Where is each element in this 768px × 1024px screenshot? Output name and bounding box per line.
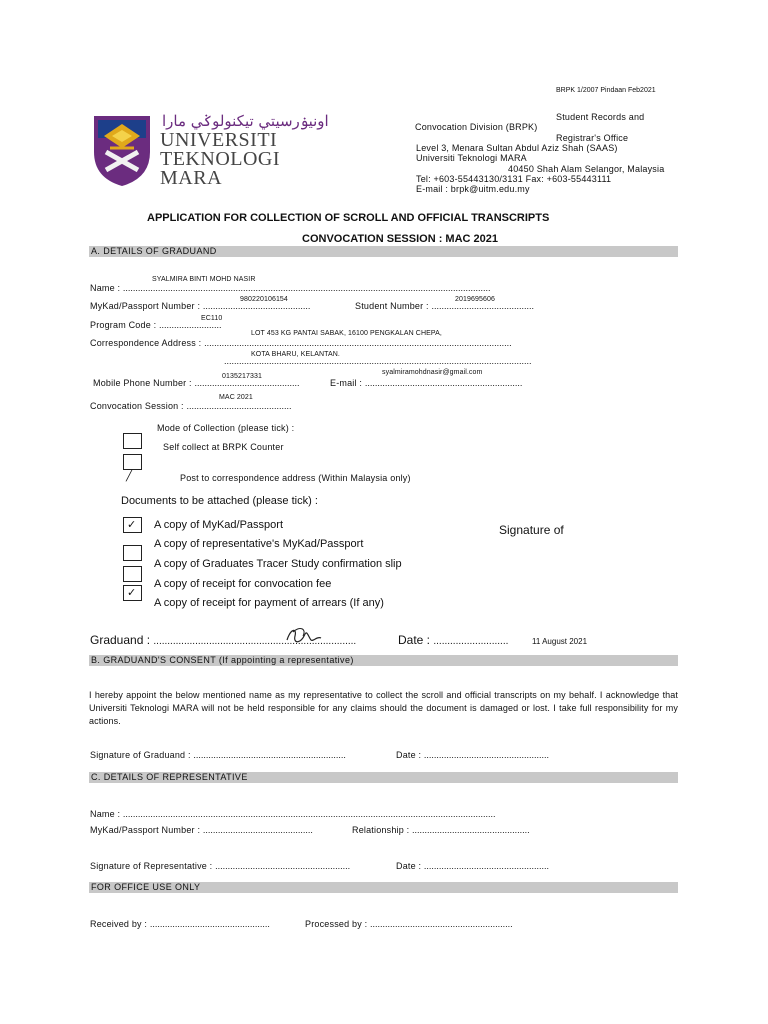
- mykad-label: MyKad/Passport Number :: [90, 301, 201, 311]
- mode-option-post: Post to correspondence address (Within Malaysia only): [180, 473, 411, 483]
- graduand-date-field: Date : ...........................: [398, 633, 509, 647]
- name-value[interactable]: SYALMIRA BINTI MOHD NASIR: [152, 276, 256, 283]
- doc-tracer-checkbox[interactable]: [123, 566, 142, 582]
- email-field: E-mail : ...............................................................: [330, 378, 523, 388]
- section-b-signature-label: Signature of Graduand :: [90, 750, 191, 760]
- logo-wordmark: [160, 131, 280, 188]
- logo-jawi: اونيۏرسيتي تيكنولوݢي مارا: [162, 112, 329, 130]
- doc-option-tracer: A copy of Graduates Tracer Study confirmation slip: [154, 558, 402, 570]
- session-label: Convocation Session :: [90, 401, 184, 411]
- doc-option-mykad: A copy of MyKad/Passport: [154, 519, 284, 531]
- address-line-1c: Registrar's Office: [556, 133, 629, 143]
- processed-by-field: Processed by : .........................................................: [305, 919, 513, 929]
- mobile-label: Mobile Phone Number :: [93, 378, 192, 388]
- doc-option-arrears: A copy of receipt for payment of arrears (If any): [154, 597, 384, 609]
- logo-line-3: MARA: [160, 167, 223, 189]
- section-b-date-field: Date : ..................................................: [396, 750, 549, 760]
- received-by-label: Received by :: [90, 919, 148, 929]
- email-value[interactable]: syalmiramohdnasir@gmail.com: [382, 369, 483, 376]
- address-line-3: Universiti Teknologi MARA: [416, 153, 527, 163]
- program-code-value[interactable]: EC110: [201, 315, 223, 322]
- rep-mykad-field: MyKad/Passport Number : ............................................: [90, 825, 313, 835]
- address-line-1a: Student Records and: [556, 112, 645, 122]
- doc-receipt-fee-tick: ✓: [127, 587, 137, 599]
- graduand-date-label: Date :: [398, 633, 431, 647]
- rep-signature-field: Signature of Representative : ......................................................: [90, 861, 351, 871]
- rep-mykad-label: MyKad/Passport Number :: [90, 825, 201, 835]
- section-b-signature-field: Signature of Graduand : .............................................................: [90, 750, 346, 760]
- processed-by-label: Processed by :: [305, 919, 368, 929]
- correspondence-address-label: Correspondence Address :: [90, 338, 202, 348]
- form-subtitle: CONVOCATION SESSION : MAC 2021: [302, 233, 498, 245]
- doc-option-rep-mykad: A copy of representative's MyKad/Passport: [154, 538, 364, 550]
- rep-name-label: Name :: [90, 809, 121, 819]
- email-label: E-mail :: [330, 378, 363, 388]
- doc-mykad-checkbox[interactable]: [123, 517, 142, 533]
- graduand-signature-label: Graduand :: [90, 633, 151, 647]
- office-use-header: FOR OFFICE USE ONLY: [89, 882, 678, 893]
- mobile-value[interactable]: 0135217331: [222, 373, 262, 380]
- address-value-2[interactable]: KOTA BHARU, KELANTAN.: [251, 351, 340, 358]
- mykad-value[interactable]: 980220106154: [240, 296, 288, 303]
- session-field: Convocation Session : ..........................................: [90, 401, 292, 411]
- logo-line-2: TEKNOLOGI: [160, 148, 281, 170]
- received-by-field: Received by : ................................................: [90, 919, 270, 929]
- address-line-4: 40450 Shah Alam Selangor, Malaysia: [508, 164, 665, 174]
- mode-post-checkbox[interactable]: [123, 454, 142, 470]
- name-field: Name : ...................................................................................................................................................: [90, 283, 491, 293]
- address-dots-line-2: ...........................................................................................................................: [224, 356, 532, 366]
- mobile-field: Mobile Phone Number : ..........................................: [93, 378, 300, 388]
- signature-label-1: Signature of: [499, 523, 564, 537]
- uitm-crest-icon: [92, 112, 152, 188]
- logo-line-1: UNIVERSITI: [160, 129, 278, 151]
- form-title: APPLICATION FOR COLLECTION OF SCROLL AND OFFICIAL TRANSCRIPTS: [147, 212, 550, 224]
- mode-option-self-collect: Self collect at BRPK Counter: [163, 442, 284, 452]
- rep-relationship-field: Relationship : ...............................................: [352, 825, 530, 835]
- mode-post-tick: ╱: [126, 471, 133, 482]
- docs-heading: Documents to be attached (please tick) :: [121, 495, 318, 507]
- address-value-1[interactable]: LOT 453 KG PANTAI SABAK, 16100 PENGKALAN CHEPA,: [251, 330, 442, 337]
- mode-heading: Mode of Collection (please tick) :: [157, 423, 295, 433]
- doc-option-receipt-fee: A copy of receipt for convocation fee: [154, 578, 332, 590]
- doc-mykad-tick: ✓: [127, 519, 137, 531]
- doc-receipt-fee-checkbox[interactable]: [123, 585, 142, 601]
- address-line-6: E-mail : brpk@uitm.edu.my: [416, 184, 530, 194]
- rep-name-field: Name : .....................................................................................................................................................: [90, 809, 496, 819]
- graduand-signature-field: Graduand : .........................................................................: [90, 633, 357, 647]
- rep-date-field: Date : ..................................................: [396, 861, 549, 871]
- address-line-1b: Convocation Division (BRPK): [415, 122, 538, 132]
- student-number-field: Student Number : .........................................: [355, 301, 534, 311]
- student-number-value[interactable]: 2019695606: [455, 296, 495, 303]
- correspondence-address-field: Correspondence Address : ...........................................................................................................................: [90, 338, 512, 348]
- address-line-2: Level 3, Menara Sultan Abdul Aziz Shah (SAAS): [416, 143, 618, 153]
- mode-self-collect-checkbox[interactable]: [123, 433, 142, 449]
- name-label: Name :: [90, 283, 121, 293]
- section-c-header: C. DETAILS OF REPRESENTATIVE: [89, 772, 678, 783]
- consent-paragraph: I hereby appoint the below mentioned name as my representative to collect the scroll and official transcripts on my behalf. I acknowledge that Universiti Teknologi MARA will not be held responsible for any claims should the document is damaged or lost. I take full responsibility for my actions.: [89, 690, 678, 726]
- section-b-header: B. GRADUAND'S CONSENT (If appointing a representative): [89, 655, 678, 666]
- section-a-header: A. DETAILS OF GRADUAND: [89, 246, 678, 257]
- program-code-label: Program Code :: [90, 320, 157, 330]
- rep-date-label: Date :: [396, 861, 422, 871]
- student-number-label: Student Number :: [355, 301, 429, 311]
- address-line-5: Tel: +603-55443130/3131 Fax: +603-55443111: [416, 174, 612, 184]
- program-code-field: Program Code : .........................: [90, 320, 222, 330]
- graduand-date-value[interactable]: 11 August 2021: [532, 637, 588, 646]
- rep-signature-label: Signature of Representative :: [90, 861, 213, 871]
- section-b-date-label: Date :: [396, 750, 422, 760]
- session-value[interactable]: MAC 2021: [219, 394, 253, 401]
- mykad-field: MyKad/Passport Number : ...........................................: [90, 301, 311, 311]
- form-code: BRPK 1/2007 Pindaan Feb2021: [556, 87, 656, 94]
- rep-relationship-label: Relationship :: [352, 825, 410, 835]
- graduand-signature-image: [283, 624, 325, 648]
- doc-rep-mykad-checkbox[interactable]: [123, 545, 142, 561]
